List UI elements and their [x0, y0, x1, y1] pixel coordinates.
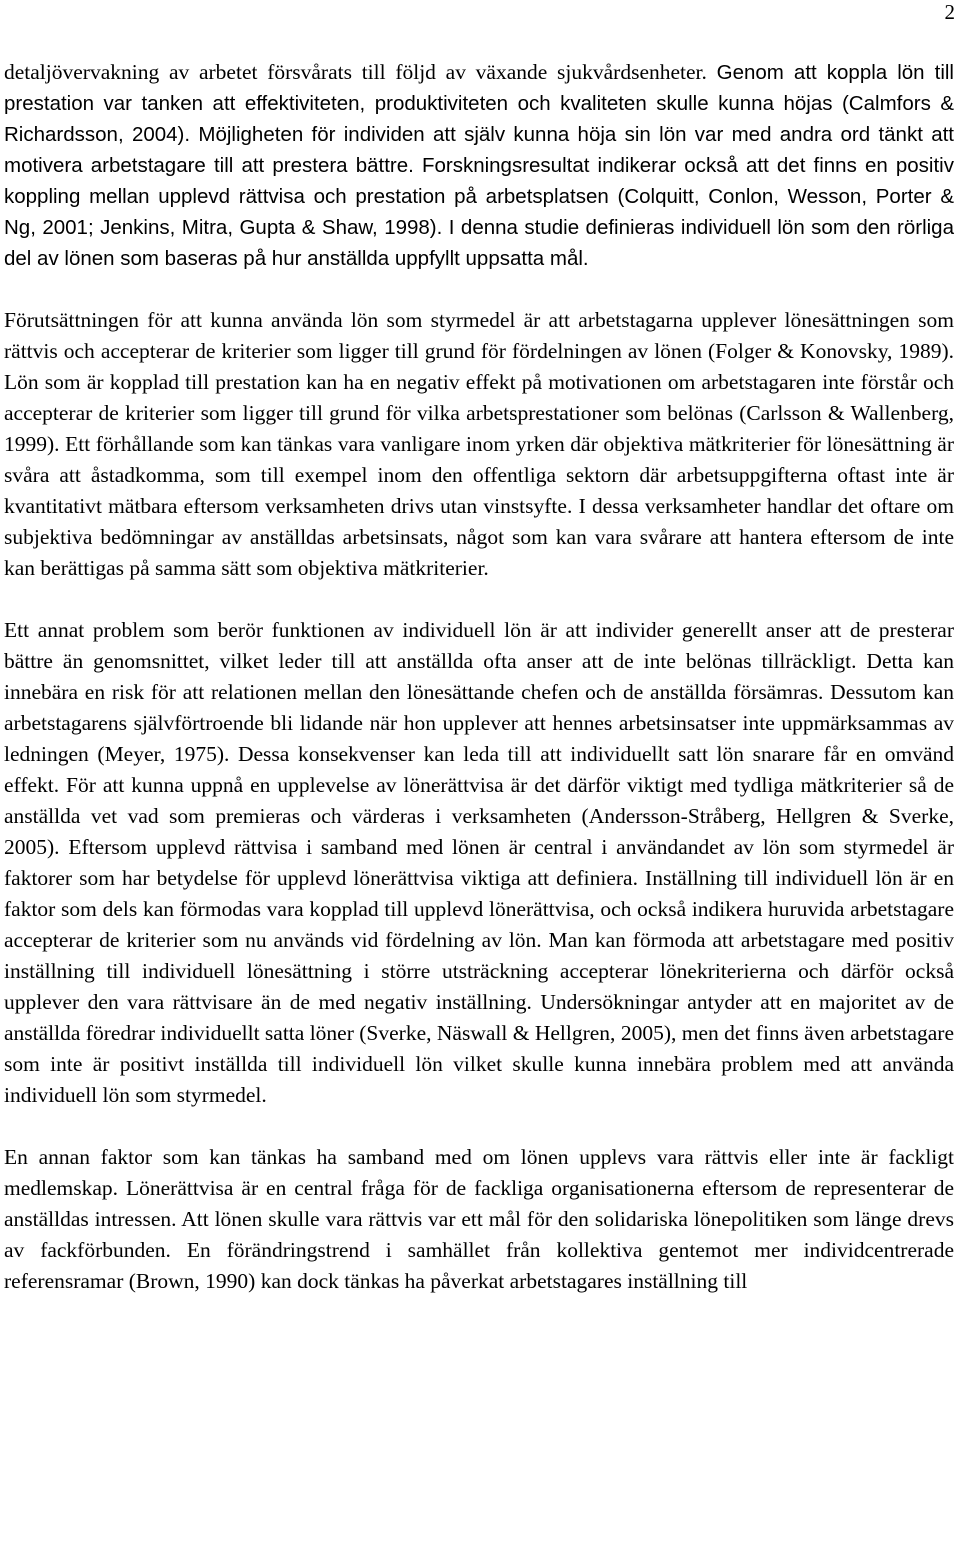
paragraph-1 — [4, 57, 954, 274]
paragraph-4-text: En annan faktor som kan tänkas ha samband med om lönen upplevs vara rättvis eller inte är fackligt medlemskap. Lönerättvisa är en central fråga för de fackliga organisationerna eftersom de representerar de anställdas intressen. Att lönen skulle vara rättvis var ett mål för den solidariska lönepolitiken som länge drevs av fackförbunden. En förändringstrend i samhället från kollektiva gentemot mer individcentrerade referensramar (Brown, 1990) kan dock tänkas ha påverkat arbetstagares inställning till — [4, 1145, 954, 1293]
paragraph-2-text: Förutsättningen för att kunna använda lön som styrmedel är att arbetstagarna upplever lönesättningen som rättvis och accepterar de kriterier som ligger till grund för fördelningen av lönen (Folger & Konovsky, 1989). Lön som är kopplad till prestation kan ha en negativ effekt på motivationen om arbetstagaren inte förstår och accepterar de kriterier som ligger till grund för vilka arbetsprestationer som belönas (Carlsson & Wallenberg, 1999). Ett förhållande som kan tänkas vara vanligare inom yrken där objektiva mätkriterier för lönesättning är svåra att åstadkomma, som till exempel inom den offentliga sektorn där arbetsuppgifterna oftast inte är kvantitativt mätbara eftersom verksamheten drivs utan vinstsyfte. I dessa verksamheter handlar det oftare om subjektiva bedömningar av anställdas arbetsinsats, något som kan vara svårare att hantera eftersom de inte kan berättigas på samma sätt som objektiva mätkriterier. — [4, 308, 954, 580]
page-number: 2 — [944, 0, 955, 24]
paragraph-4 — [4, 1142, 954, 1297]
paragraph-2 — [4, 305, 954, 584]
paragraph-3-text: Ett annat problem som berör funktionen av individuell lön är att individer generellt anser att de presterar bättre än genomsnittet, vilket leder till att anställda ofta anser att de inte belönas tillräckligt. Detta kan innebära en risk för att relationen mellan den lönesättande chefen och de anställda försämras. Dessutom kan arbetstagarens självförtroende bli lidande när hon upplever att hennes arbetsinsatser inte uppmärksammas av ledningen (Meyer, 1975). Dessa konsekvenser kan leda till att individuellt satt lön snarare får en omvänd effekt. För att kunna uppnå en upplevelse av lönerättvisa är det därför viktigt med tydliga mätkriterier så de anställda vet vad som premieras och värderas i verksamheten (Andersson-Stråberg, Hellgren & Sverke, 2005). Eftersom upplevd rättvisa i samband med lönen är central i användandet av lön som styrmedel är faktorer som har betydelse för upplevd lönerättvisa viktiga att definiera. Inställning till individuell lön är en faktor som dels kan förmodas vara kopplad till upplevd lönerättvisa, och också indikera huruvida arbetstagare accepterar de kriterier som nu används vid fördelning av lön. Man kan förmoda att arbetstagare med positiv inställning till individuell lönesättning i större utsträckning accepterar lönekriterierna och därför också upplever den vara rättvisare än de med negativ inställning. Undersökningar antyder att en majoritet av de anställda föredrar individuellt satta löner (Sverke, Näswall & Hellgren, 2005), men det finns även arbetstagare som inte är positivt inställda till individuell lön vilket skulle kunna innebära problem med att använda individuell lön som styrmedel. — [4, 618, 954, 1107]
document-body — [4, 57, 954, 1297]
paragraph-3 — [4, 615, 954, 1111]
paragraph-1-text-b: Genom att koppla lön till prestation var tanken att effektiviteten, produktiviteten och kvaliteten skulle kunna höjas (Calmfors & Richardsson, 2004). Möjligheten för individen att själv kunna höja sin lön var med andra ord tänkt att motivera arbetstagare till att prestera bättre. Forskningsresultat indikerar också att det finns en positiv koppling mellan upplevd rättvisa och prestation på arbetsplatsen (Colquitt, Conlon, Wesson, Porter & Ng, 2001; Jenkins, Mitra, Gupta & Shaw, 1998). I denna studie definieras individuell lön som den rörliga del av lönen som baseras på hur anställda uppfyllt uppsatta mål. — [4, 61, 954, 270]
paragraph-1-text-a: detaljövervakning av arbetet försvårats till följd av växande sjukvårdsenheter. — [4, 60, 717, 84]
